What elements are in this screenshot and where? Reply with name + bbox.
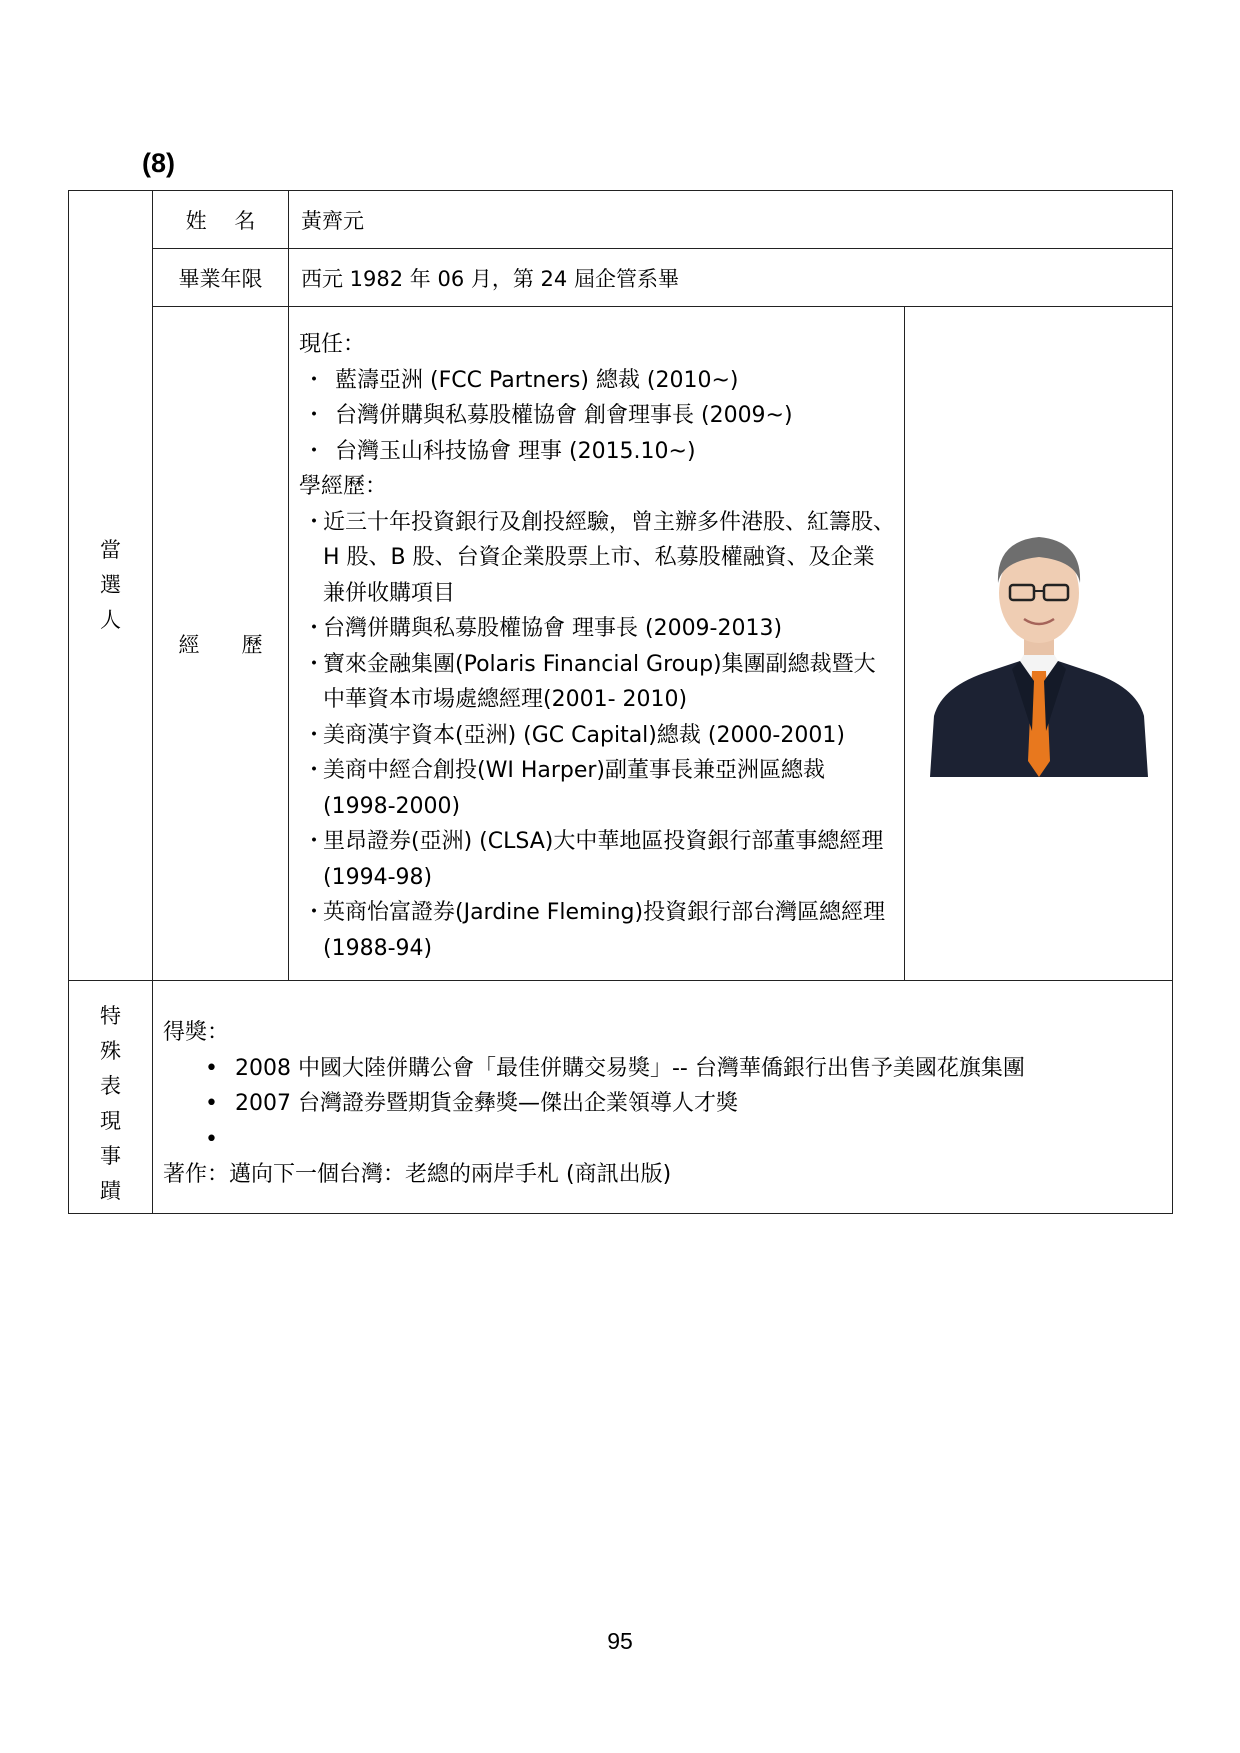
history-item: ・ 美商漢宇資本(亞洲) (GC Capital)總裁 (2000-2001) [303,722,845,748]
history-item: ・ 近三十年投資銀行及創投經驗，曾主辦多件港股、紅籌股、H 股、B 股、台資企業股票上市、私募股權融資、及企業兼併收購項目 [303,509,896,606]
graduation-value: 西元 1982 年 06 月，第 24 屆企管系畢 [289,249,1173,307]
page-number: 95 [607,1628,633,1654]
award-item: • [205,1126,218,1152]
section-number: (8) [142,148,175,178]
photo-cell [905,307,1173,981]
history-item: ・ 里昂證券(亞洲) (CLSA)大中華地區投資銀行部董事總經理 (1994-98) [303,829,884,890]
name-label: 姓 名 [153,191,289,249]
award-item: • 2007 台灣證券暨期貨金彝獎—傑出企業領導人才獎 [205,1091,738,1116]
history-item: ・ 英商怡富證券(Jardine Fleming)投資銀行部台灣區總經理 (1988-94) [303,900,886,961]
history-item: ・ 美商中經合創投(WI Harper)副董事長兼亞洲區總裁 (1998-2000) [303,758,826,819]
history-item: ・ 寶來金融集團(Polaris Financial Group)集團副總裁暨大中華資本市場處總經理(2001- 2010) [303,651,876,712]
current-item: ・ 台灣併購與私募股權協會 創會理事長 (2009~) [303,403,793,428]
elected-label: 當 選 人 [69,191,153,981]
special-achievements-label: 特 殊 表 現 事 蹟 [69,981,153,1214]
history-item: ・ 台灣併購與私募股權協會 理事長 (2009-2013) [303,616,783,641]
special-achievements-content [153,981,1173,1214]
publication: 著作：邁向下一個台灣：老總的兩岸手札 (商訊出版) [163,1162,672,1187]
experience-label: 經 歷 [153,307,289,981]
current-item: ・ 台灣玉山科技協會 理事 (2015.10~) [303,438,696,464]
award-item: • 2008 中國大陸併購公會「最佳併購交易獎」-- 台灣華僑銀行出售予美國花旗集團 [205,1055,1025,1081]
graduation-label: 畢業年限 [153,249,289,307]
candidate-photo [920,511,1158,777]
candidate-table [68,190,1173,1214]
name-value: 黃齊元 [289,191,1173,249]
history-heading: 學經歷： [299,474,388,499]
awards-heading: 得獎： [163,1020,230,1045]
current-item: ・ 藍濤亞洲 (FCC Partners) 總裁 (2010~) [303,367,739,393]
current-heading: 現任： [299,332,366,357]
experience-content [289,307,905,981]
